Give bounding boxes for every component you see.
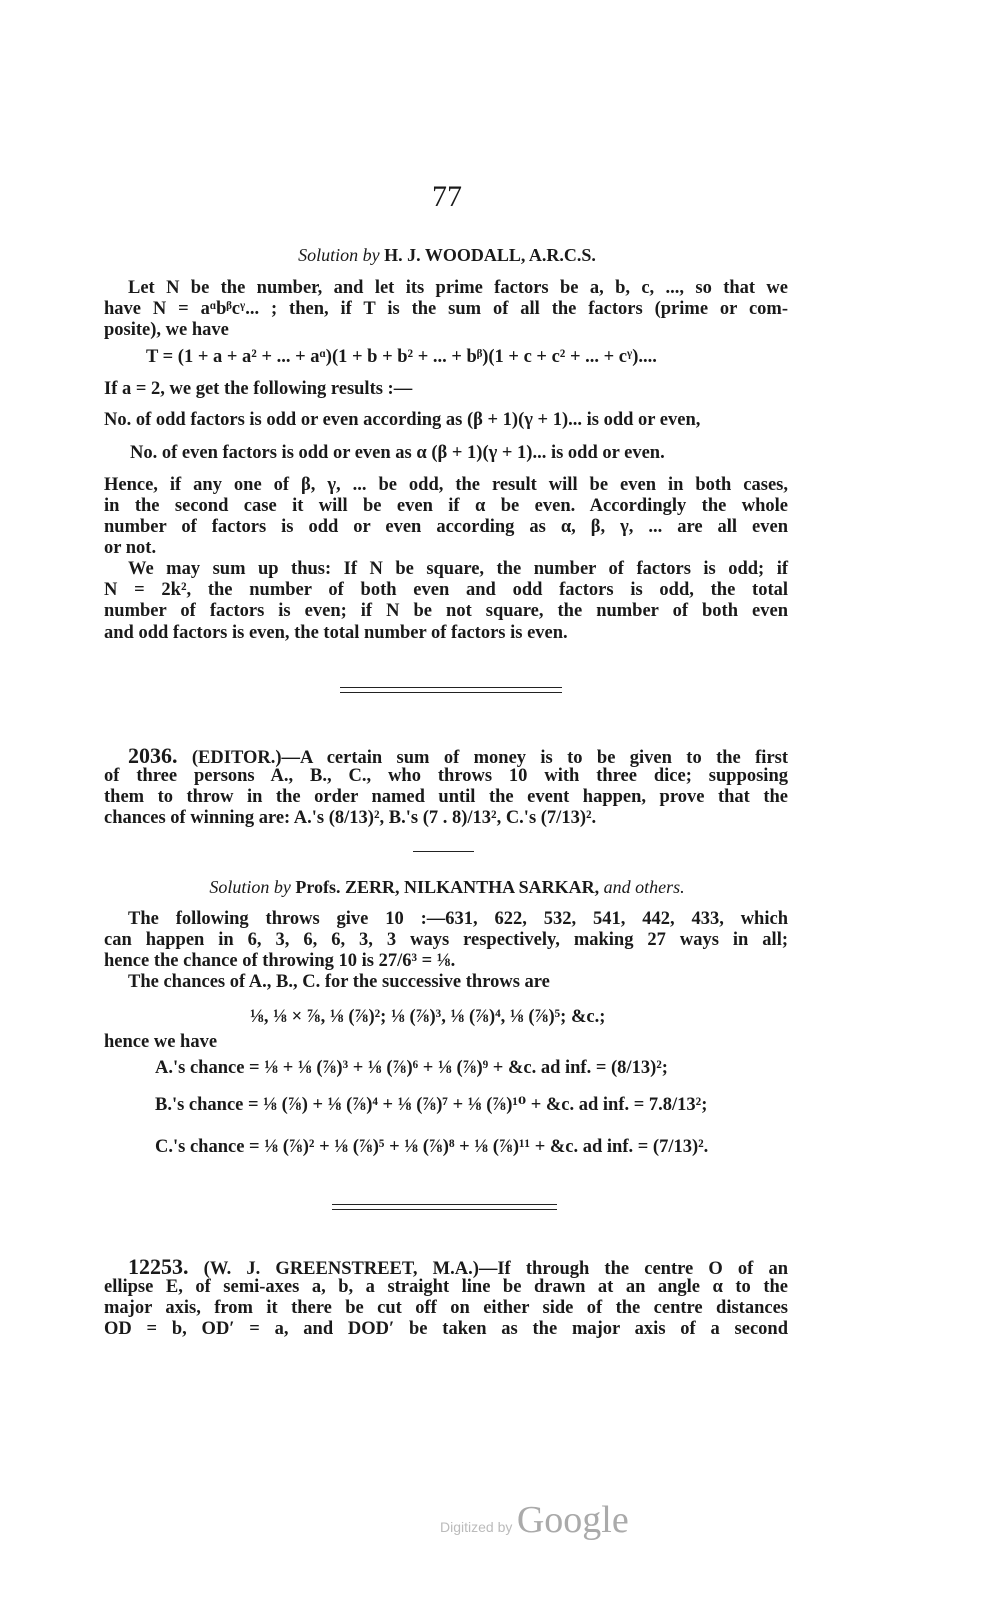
text-line: can happen in 6, 3, 6, 6, 3, 3 ways respectively, making 27 ways in all;: [104, 930, 788, 950]
text-line: ellipse E, of semi-axes a, b, a straight line be drawn at an angle α to the: [104, 1277, 788, 1297]
text-line: and odd factors is even, the total number of factors is even.: [104, 623, 568, 643]
text-line: in the second case it will be even if α be even. Accordingly the whole: [104, 496, 788, 516]
text-line: Let N be the number, and let its prime factors be a, b, c, ..., so that we: [128, 278, 788, 298]
text-line: If a = 2, we get the following results :—: [104, 379, 413, 399]
heading-prefix: Solution by: [209, 877, 291, 897]
text-line: number of factors is odd or even according as α, β, γ, ... are all even: [104, 517, 788, 537]
text-line: hence we have: [104, 1032, 218, 1052]
text-line: of three persons A., B., C., who throws 10 with three dice; supposing: [104, 766, 788, 786]
text-line: Hence, if any one of β, γ, ... be odd, the result will be even in both cases,: [104, 475, 788, 495]
divider: [332, 1209, 557, 1210]
question-text: (EDITOR.)—A certain sum of money is to be given to the first: [191, 748, 789, 768]
question-number: 2036.: [128, 743, 178, 768]
divider: [332, 1204, 557, 1205]
page-number: 77: [432, 180, 462, 213]
heading-suffix: and others.: [603, 877, 685, 897]
google-watermark: [440, 1498, 629, 1542]
solution-heading-2: [0, 877, 894, 898]
heading-author: Profs. ZERR, NILKANTHA SARKAR,: [295, 877, 600, 897]
text-line: them to throw in the order named until the event happen, prove that the: [104, 787, 788, 807]
text-line: N = 2k², the number of both even and odd factors is odd, the total: [104, 580, 788, 600]
formula-b-chance: B.'s chance = ⅛ (⅞) + ⅛ (⅞)⁴ + ⅛ (⅞)⁷ + ⅛ (⅞)¹⁰ + &c. ad inf. = 7.8/13²;: [155, 1095, 708, 1115]
divider: [340, 687, 562, 688]
watermark-prefix: Digitized by: [440, 1519, 513, 1535]
text-line: or not.: [104, 538, 157, 558]
formula-line: ⅛, ⅛ × ⅞, ⅛ (⅞)²; ⅛ (⅞)³, ⅛ (⅞)⁴, ⅛ (⅞)⁵; &c.;: [250, 1007, 606, 1027]
question-text: (W. J. GREENSTREET, M.A.)—If through the centre O of an: [203, 1259, 788, 1279]
text-line: hence the chance of throwing 10 is 27/6³ = ⅛.: [104, 951, 456, 971]
text-line: We may sum up thus: If N be square, the number of factors is odd; if: [128, 559, 788, 579]
text-line: No. of even factors is odd or even as α (β + 1)(γ + 1)... is odd or even.: [130, 443, 665, 463]
formula-c-chance: C.'s chance = ⅛ (⅞)² + ⅛ (⅞)⁵ + ⅛ (⅞)⁸ + ⅛ (⅞)¹¹ + &c. ad inf. = (7/13)².: [155, 1137, 709, 1157]
text-line: The chances of A., B., C. for the successive throws are: [128, 972, 550, 992]
solution-heading-1: [0, 245, 894, 266]
question-number: 12253.: [128, 1254, 189, 1279]
divider: [413, 851, 474, 852]
formula-a-chance: A.'s chance = ⅛ + ⅛ (⅞)³ + ⅛ (⅞)⁶ + ⅛ (⅞)⁹ + &c. ad inf. = (8/13)²;: [155, 1058, 668, 1078]
text-line: have N = aᵅbᵝcᵞ... ; then, if T is the sum of all the factors (prime or com-: [104, 299, 788, 319]
text-line: posite), we have: [104, 320, 229, 340]
heading-author: H. J. WOODALL, A.R.C.S.: [384, 245, 596, 265]
text-line: OD = b, OD′ = a, and DOD′ be taken as the major axis of a second: [104, 1319, 788, 1339]
text-line: The following throws give 10 :—631, 622, 532, 541, 442, 433, which: [128, 909, 788, 929]
watermark-logo: Google: [516, 1499, 629, 1541]
text-line: chances of winning are: A.'s (8/13)², B.'s (7 . 8)/13², C.'s (7/13)².: [104, 808, 597, 828]
text-line: major axis, from it there be cut off on either side of the centre distances: [104, 1298, 788, 1318]
divider: [340, 692, 562, 693]
formula-line: T = (1 + a + a² + ... + aᵅ)(1 + b + b² + ... + bᵝ)(1 + c + c² + ... + cᵞ)....: [146, 347, 657, 367]
text-line: number of factors is even; if N be not square, the number of both even: [104, 601, 788, 621]
heading-prefix: Solution by: [298, 245, 380, 265]
text-line: No. of odd factors is odd or even according as (β + 1)(γ + 1)... is odd or even,: [104, 410, 701, 430]
